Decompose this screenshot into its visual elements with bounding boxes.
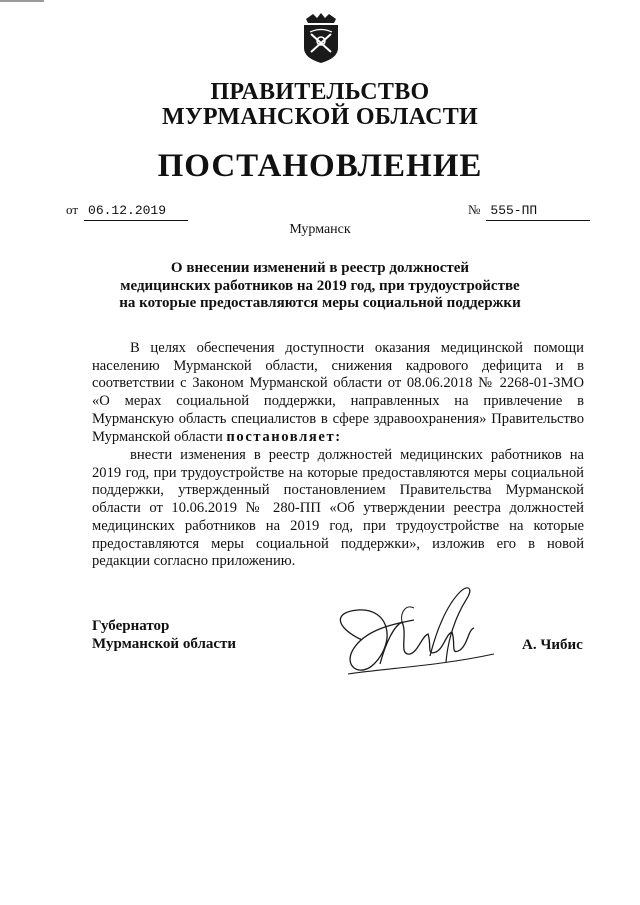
preamble-paragraph (92, 340, 584, 446)
document-type-heading: ПОСТАНОВЛЕНИЕ (157, 148, 483, 184)
subject-line: О внесении изменений в реестр должностей (170, 260, 470, 276)
coat-of-arms-icon (300, 10, 342, 64)
number-prefix: № (468, 202, 481, 217)
scan-edge-mark (0, 0, 44, 2)
resolution-paragraph (92, 447, 584, 571)
number-value: 555-ПП (486, 202, 590, 221)
date-prefix: от (66, 202, 79, 217)
authority-name-line2: МУРМАНСКОЙ ОБЛАСТИ (162, 104, 478, 130)
subject-line: медицинских работников на 2019 год, при трудоустройстве (120, 277, 520, 294)
document-number (468, 201, 590, 221)
document-date (66, 201, 188, 221)
resolves-keyword: постановляет: (226, 428, 342, 445)
preamble-text: В целях обеспечения доступности оказания медицинской помощи населению Мурманской области, снижения кадрового дефицита и в соответствии с Законом Мурманской области от 08.06.2018 № 2268-01-ЗМО «О мерах социальной поддержки, направленных на привлечение в Мурманскую область специалистов в сфере здравоохранения» Правительство Мурманской области (92, 340, 584, 445)
city-name: Мурманск (289, 222, 351, 237)
handwritten-signature (318, 582, 508, 694)
signer-title-line: Губернатор (92, 618, 170, 634)
resolution-text: внести изменения в реестр должностей медицинских работников на 2019 год, при трудоустройстве на которые предоставляются меры социальной поддержки, утвержденный постановлением Правительства Мурманской области от 10.06.2019 № 280-ПП «Об утверждении реестра должностей медицинских работников на 2019 год, при трудоустройстве на которые предоставляются меры социальной поддержки», изложив его в новой редакции согласно приложению. (92, 447, 584, 570)
signer-title (92, 617, 236, 653)
date-value: 06.12.2019 (84, 202, 188, 221)
authority-name-line1: ПРАВИТЕЛЬСТВО (210, 79, 430, 105)
subject-line: на которые предоставляются меры социальной поддержки (119, 295, 521, 311)
signer-title-line: Мурманской области (92, 636, 237, 652)
signer-name: А. Чибис (522, 637, 583, 653)
document-subject (90, 260, 550, 313)
